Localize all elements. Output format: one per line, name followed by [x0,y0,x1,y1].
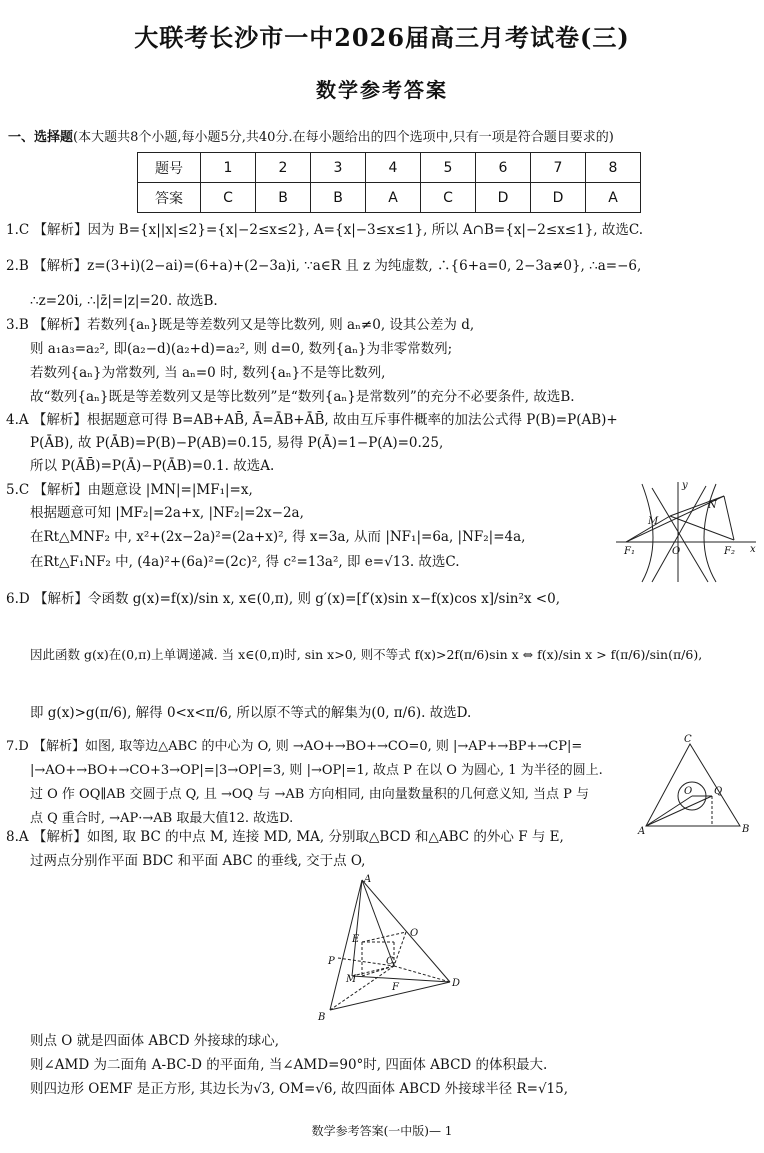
figure-label: A [638,826,646,836]
solution-line: 即 g(x)>g(π/6), 解得 0<x<π/6, 所以原不等式的解集为(0, π/6). 故选D. [30,705,472,721]
table-cell: C [201,183,256,213]
page-title: 大联考长沙市一中2026届高三月考试卷(三) [134,23,630,52]
figure-label: O [410,928,419,939]
table-row [138,183,641,213]
table-cell: 1 [201,153,256,183]
solution-line: 则∠AMD 为二面角 A-BC-D 的平面角, 当∠AMD=90°时, 四面体 ABCD 的体积最大. [30,1057,548,1073]
solution-line: 3.B 【解析】若数列{aₙ}既是等差数列又是等比数列, 则 aₙ≠0, 设其公差为 d, [6,317,475,333]
solution-line: 4.A 【解析】根据题意可得 B=AB+AB̄, Ā=ĀB+ĀB̄, 故由互斥事件概率的加法公式得 P(B)=P(AB)+ [6,412,618,428]
solution-line: 在Rt△F₁NF₂ 中, (4a)²+(6a)²=(2c)², 得 c²=13a², 即 e=√13. 故选C. [30,554,460,570]
solution-line: 1.C 【解析】因为 B={x||x|≤2}={x|−2≤x≤2}, A={x|−3≤x≤1}, 所以 A∩B={x|−2≤x≤1}, 故选C. [6,222,644,238]
figure-label: C [386,956,394,967]
solution-line: 则 a₁a₃=a₂², 即(a₂−d)(a₂+d)=a₂², 则 d=0, 数列{aₙ}为非零常数列; [30,341,453,357]
solution-line: 8.A 【解析】如图, 取 BC 的中点 M, 连接 MD, MA, 分别取△BCD 和△ABC 的外心 F 与 E, [6,829,564,845]
answer-table [137,152,641,213]
solution-line: 若数列{aₙ}为常数列, 当 aₙ=0 时, 数列{aₙ}不是等比数列, [30,365,386,381]
table-header-cell: 答案 [138,183,201,213]
figure-label: B [742,824,750,835]
solution-line: 根据题意可知 |MF₂|=2a+x, |NF₂|=2x−2a, [30,505,304,521]
table-cell: B [311,183,366,213]
section-heading: 一、选择题(本大题共8个小题,每小题5分,共40分.在每小题给出的四个选项中,只有一项是符合题目要求的) [8,130,614,145]
page-subtitle: 数学参考答案 [316,78,448,102]
table-cell: A [586,183,641,213]
figure-label: D [452,978,461,989]
figure-label: x [750,544,756,555]
figure-label: Q [714,786,723,797]
table-header-cell: 题号 [138,153,201,183]
table-cell: 6 [476,153,531,183]
table-cell: D [531,183,586,213]
solution-line: 2.B 【解析】z=(3+i)(2−ai)=(6+a)+(2−3a)i, ∵a∈R 且 z 为纯虚数, ∴{6+a=0, 2−3a≠0}, ∴a=−6, [6,258,642,274]
solution-line: 6.D 【解析】令函数 g(x)=f(x)/sin x, x∈(0,π), 则 g′(x)=[f′(x)sin x−f(x)cos x]/sin²x <0, [6,591,561,607]
solution-line: 5.C 【解析】由题意设 |MN|=|MF₁|=x, [6,482,253,498]
page-footer: 数学参考答案(一中版)— 1 [311,1124,453,1138]
solution-line: 点 Q 重合时, →AP·→AB 取最大值12. 故选D. [30,811,294,826]
figure-label: N [708,500,717,511]
figure-label: F₁ [624,546,635,557]
solution-line: |→AO+→BO+→CO+3→OP|=|3→OP|=3, 则 |→OP|=1, 故点 P 在以 O 为圆心, 1 为半径的圆上. [30,763,603,778]
figure-label: O [684,786,693,797]
figure-label: F₂ [724,546,735,557]
table-cell: 5 [421,153,476,183]
tetrahedron-figure [316,872,466,1024]
figure-label: F [392,982,399,993]
section-note: (本大题共8个小题,每小题5分,共40分.在每小题给出的四个选项中,只有一项是符合题目要求的) [73,130,614,145]
table-cell: B [256,183,311,213]
solution-line: 因此函数 g(x)在(0,π)上单调递减. 当 x∈(0,π)时, sin x>0, 则不等式 f(x)>2f(π/6)sin x ⇔ f(x)/sin x > f(π/6)/sin(π/6), [30,647,703,662]
figure-label: y [682,480,688,491]
figure-label: M [346,974,357,985]
table-cell: D [476,183,531,213]
figure-label: O [672,546,681,557]
table-cell: 4 [366,153,421,183]
figure-label: P [328,956,335,967]
figure-label: M [648,516,659,527]
figure-label: A [364,874,372,885]
table-cell: C [421,183,476,213]
table-cell: 8 [586,153,641,183]
figure-label: B [318,1012,326,1023]
hyperbola-figure [612,478,760,586]
solution-line: 在Rt△MNF₂ 中, x²+(2x−2a)²=(2a+x)², 得 x=3a, 从而 |NF₁|=6a, |NF₂|=4a, [30,529,526,545]
figure-label: E [352,934,360,945]
solution-line: 过两点分别作平面 BDC 和平面 ABC 的垂线, 交于点 O, [30,853,366,869]
solution-line: ∴z=20i, ∴|z̄|=|z|=20. 故选B. [30,293,218,309]
solution-line: 则点 O 就是四面体 ABCD 外接球的球心, [30,1033,280,1049]
solution-line: 7.D 【解析】如图, 取等边△ABC 的中心为 O, 则 →AO+→BO+→CO=0, 则 |→AP+→BP+→CP|= [6,739,583,754]
table-cell: 7 [531,153,586,183]
solution-line: 过 O 作 OQ∥AB 交圆于点 Q, 且 →OQ 与 →AB 方向相同, 由向量数量积的几何意义知, 当点 P 与 [30,787,589,802]
table-cell: 3 [311,153,366,183]
solution-line: P(ĀB), 故 P(ĀB)=P(B)−P(AB)=0.15, 易得 P(Ā)=1−P(A)=0.25, [30,435,444,451]
figure-label: C [684,734,692,745]
table-row [138,153,641,183]
triangle-figure [636,732,758,836]
table-cell: A [366,183,421,213]
solution-line: 则四边形 OEMF 是正方形, 其边长为√3, OM=√6, 故四面体 ABCD 外接球半径 R=√15, [30,1081,569,1097]
table-cell: 2 [256,153,311,183]
solution-line: 故“数列{aₙ}既是等差数列又是等比数列”是“数列{aₙ}是常数列”的充分不必要条件, 故选B. [30,389,575,405]
solution-line: 所以 P(ĀB̄)=P(Ā)−P(ĀB)=0.1. 故选A. [30,458,275,474]
